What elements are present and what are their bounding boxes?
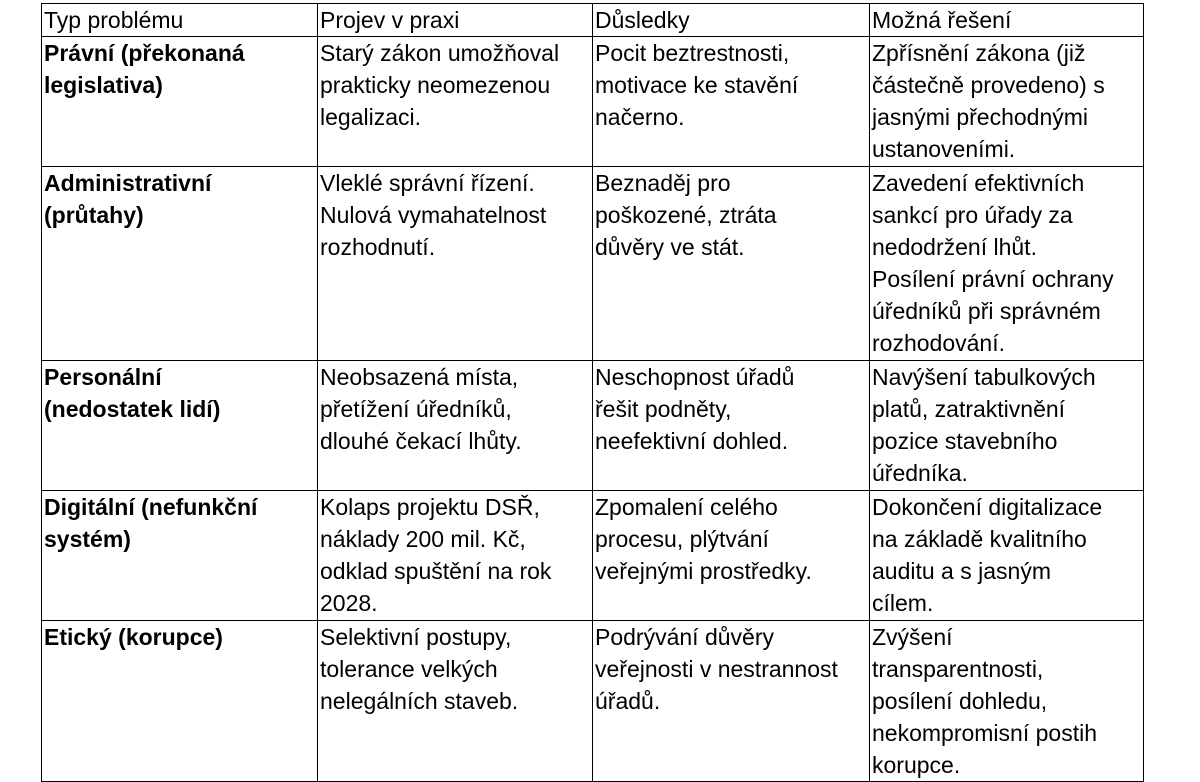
header-row bbox=[42, 4, 1144, 37]
table-row bbox=[42, 37, 1144, 167]
cell-problem-type: Právní (překonaná legislativa) bbox=[42, 37, 318, 167]
header-problem-type: Typ problému bbox=[42, 4, 318, 37]
cell-problem-type: Administrativní (průtahy) bbox=[42, 167, 318, 361]
cell-problem-type: Digitální (nefunkční systém) bbox=[42, 491, 318, 621]
cell-problem-type: Etický (korupce) bbox=[42, 621, 318, 782]
cell-manifestation: Selektivní postupy, tolerance velkých nelegálních staveb. bbox=[318, 621, 593, 782]
table-row bbox=[42, 361, 1144, 491]
cell-manifestation: Kolaps projektu DSŘ, náklady 200 mil. Kč, odklad spuštění na rok 2028. bbox=[318, 491, 593, 621]
cell-consequences: Pocit beztrestnosti, motivace ke stavění načerno. bbox=[593, 37, 870, 167]
cell-consequences: Neschopnost úřadů řešit podněty, neefektivní dohled. bbox=[593, 361, 870, 491]
cell-manifestation: Starý zákon umožňoval prakticky neomezenou legalizaci. bbox=[318, 37, 593, 167]
cell-solutions: Zavedení efektivních sankcí pro úřady za nedodržení lhůt. Posílení právní ochrany úředníků při správném rozhodování. bbox=[870, 167, 1144, 361]
cell-solutions: Zpřísnění zákona (již částečně provedeno) s jasnými přechodnými ustanoveními. bbox=[870, 37, 1144, 167]
table-row bbox=[42, 621, 1144, 782]
cell-consequences: Podrývání důvěry veřejnosti v nestrannost úřadů. bbox=[593, 621, 870, 782]
cell-consequences: Beznaděj pro poškozené, ztráta důvěry ve stát. bbox=[593, 167, 870, 361]
header-manifestation: Projev v praxi bbox=[318, 4, 593, 37]
cell-consequences: Zpomalení celého procesu, plýtvání veřejnými prostředky. bbox=[593, 491, 870, 621]
cell-problem-type: Personální (nedostatek lidí) bbox=[42, 361, 318, 491]
cell-solutions: Navýšení tabulkových platů, zatraktivnění pozice stavebního úředníka. bbox=[870, 361, 1144, 491]
cell-solutions: Dokončení digitalizace na základě kvalitního auditu a s jasným cílem. bbox=[870, 491, 1144, 621]
table-row bbox=[42, 167, 1144, 361]
cell-solutions: Zvýšení transparentnosti, posílení dohledu, nekompromisní postih korupce. bbox=[870, 621, 1144, 782]
header-solutions: Možná řešení bbox=[870, 4, 1144, 37]
table-row bbox=[42, 491, 1144, 621]
problem-table bbox=[41, 3, 1144, 782]
cell-manifestation: Vleklé správní řízení. Nulová vymahatelnost rozhodnutí. bbox=[318, 167, 593, 361]
cell-manifestation: Neobsazená místa, přetížení úředníků, dlouhé čekací lhůty. bbox=[318, 361, 593, 491]
header-consequences: Důsledky bbox=[593, 4, 870, 37]
